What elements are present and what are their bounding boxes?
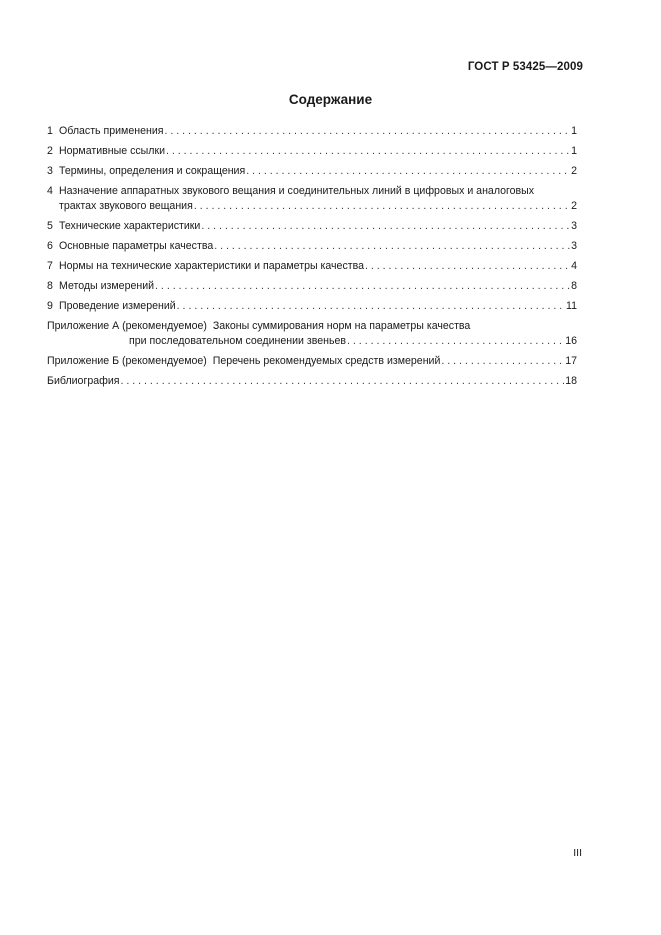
toc-entry-9[interactable] xyxy=(47,299,577,314)
toc-entry-annex-b[interactable] xyxy=(47,354,577,369)
toc-entry-page: 8 xyxy=(571,280,577,292)
toc-entry-text: Область применения xyxy=(59,125,164,137)
dot-leader xyxy=(246,164,570,179)
toc-entry-page: 1 xyxy=(571,145,577,157)
toc-entry-number: 6 xyxy=(47,240,53,252)
toc-entry-number: 8 xyxy=(47,280,53,292)
dot-leader xyxy=(166,144,570,159)
dot-leader xyxy=(201,219,570,234)
toc-entry-text: Библиография xyxy=(47,375,120,387)
toc-entry-text: Термины, определения и сокращения xyxy=(59,165,246,177)
toc-entry-2[interactable] xyxy=(47,144,577,159)
toc-entry-6[interactable] xyxy=(47,239,577,254)
dot-leader xyxy=(347,334,564,349)
toc-entry-text: Нормы на технические характеристики и параметры качества xyxy=(59,260,364,272)
toc-entry-annex-a[interactable] xyxy=(47,319,577,349)
dot-leader xyxy=(365,259,570,274)
dot-leader xyxy=(120,374,564,389)
toc-entry-number: 2 xyxy=(47,145,53,157)
toc-entry-text: Нормативные ссылки xyxy=(59,145,166,157)
toc-entry-text: Технические характеристики xyxy=(59,220,201,232)
annex-title: Перечень рекомендуемых средств измерений xyxy=(212,355,441,367)
toc-entry-page: 4 xyxy=(571,260,577,272)
toc-entry-text-line1: Назначение аппаратных звукового вещания и соединительных линий в цифровых и аналоговых xyxy=(59,185,535,197)
toc-entry-page: 11 xyxy=(566,300,577,312)
toc-entry-4[interactable] xyxy=(47,184,577,214)
toc-entry-page: 2 xyxy=(571,165,577,177)
toc-entry-number: 3 xyxy=(47,165,53,177)
toc-entry-page: 16 xyxy=(565,335,577,347)
toc-entry-page: 3 xyxy=(571,240,577,252)
toc-entry-text: Основные параметры качества xyxy=(59,240,214,252)
toc-entry-3[interactable] xyxy=(47,164,577,179)
toc-entry-page: 17 xyxy=(565,355,577,367)
toc-entry-number: 4 xyxy=(47,185,53,197)
toc-entry-page: 1 xyxy=(571,125,577,137)
toc-entry-8[interactable] xyxy=(47,279,577,294)
annex-label: Приложение А (рекомендуемое) xyxy=(47,320,207,332)
toc-entry-text-line2: трактах звукового вещания xyxy=(59,200,193,212)
toc-entry-text: Методы измерений xyxy=(59,280,155,292)
toc-entry-page: 2 xyxy=(571,200,577,212)
toc-entry-5[interactable] xyxy=(47,219,577,234)
annex-label: Приложение Б (рекомендуемое) xyxy=(47,355,207,367)
dot-leader xyxy=(177,299,565,314)
toc-entry-1[interactable] xyxy=(47,124,577,139)
toc-entry-number: 7 xyxy=(47,260,53,272)
dot-leader xyxy=(214,239,570,254)
toc-entry-number: 1 xyxy=(47,125,53,137)
table-of-contents xyxy=(47,124,577,394)
toc-entry-page: 18 xyxy=(565,375,577,387)
doc-code: ГОСТ Р 53425—2009 xyxy=(467,61,583,73)
dot-leader xyxy=(441,354,564,369)
dot-leader xyxy=(155,279,570,294)
toc-entry-number: 9 xyxy=(47,300,53,312)
page-number: III xyxy=(573,847,582,859)
toc-entry-bibliography[interactable] xyxy=(47,374,577,389)
dot-leader xyxy=(164,124,570,139)
annex-title-line2: при последовательном соединении звеньев xyxy=(129,335,347,347)
toc-entry-text: Проведение измерений xyxy=(59,300,176,312)
dot-leader xyxy=(194,199,570,214)
toc-title: Содержание xyxy=(288,92,373,107)
toc-entry-page: 3 xyxy=(571,220,577,232)
annex-title-line1: Законы суммирования норм на параметры качества xyxy=(212,320,471,332)
toc-entry-7[interactable] xyxy=(47,259,577,274)
toc-entry-number: 5 xyxy=(47,220,53,232)
